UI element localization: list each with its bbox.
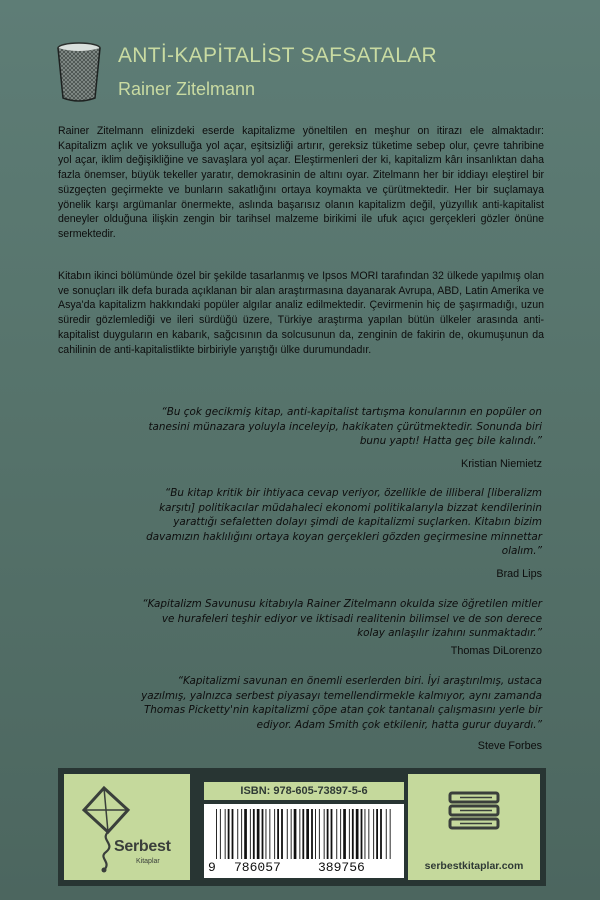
publisher-website[interactable]: serbestkitaplar.com [424,860,524,872]
barcode-bar [274,809,275,859]
barcode-bar [343,809,346,859]
barcode-bar [327,809,329,859]
barcode-bar [365,809,366,859]
barcode-bar [340,809,341,859]
publisher-website-box [408,774,540,880]
barcode-bar [220,809,221,859]
review-quote: “Bu çok gecikmiş kitap, anti-kapitalist tartışma konularının en popüler on tanesini münazara yoluyla inceleyip, hakikaten çürütmektedir. Sonunda biri bunu yaptı! Hatta geç bile kalındı.” [148,406,542,448]
book-title: ANTİ-KAPİTALİST SAFSATALAR [118,44,437,67]
barcode-bar [294,809,297,859]
publisher-subtitle: Kitaplar [136,858,160,865]
barcode-digit-group-2: 389756 [318,860,365,875]
barcode-bar [380,809,382,859]
barcode-bar [368,809,369,859]
barcode-bar [319,809,320,859]
barcode-bar [277,809,279,859]
barcode-bar [352,809,354,859]
barcode-bar [373,809,374,859]
barcode-bar [228,809,230,859]
barcode-bar [225,809,226,859]
barcode-bar [331,809,333,859]
barcode-bar [349,809,350,859]
barcode-bar [281,809,283,859]
publisher-logo [64,774,190,880]
barcode-bar [299,809,300,859]
barcode-bar [253,809,255,859]
barcode-bar [376,809,378,859]
barcode-bar [237,809,238,859]
barcode-bar [250,809,251,859]
barcode-digit-group-1: 786057 [234,860,281,875]
review-author: Thomas DiLorenzo [450,645,542,657]
review-quote: “Kapitalizm Savunusu kitabıyla Rainer Zitelmann okulda size öğretilen mitler ve hurafeleri teşhir ediyor ve iktisadi realitenin bilimsel ve de son derece kolay anlaşılır izahını sunmaktadır.” [142,598,542,640]
barcode [204,804,404,878]
blurb-paragraph-2: Kitabın ikinci bölümünde özel bir şekilde tasarlanmış ve Ipsos MORI tarafından 32 ülkede yapılmış olan ve sonuçları ilk defa burada açıklanan bir alan araştırmasına dayanarak Avrupa, ABD, Latin Amerika ve Asya'da kapitalizm hakkındaki popüler algılar analiz edilmektedir. Çevirmenin hiç de şaşırmadığı, uzun süredir gözlemlediği ve ileri sürdüğü üzere, Türkiye araştırma yapılan bütün ülkeler arasında anti-kapitalist duyguların en kabarık, sağcısının da solcusunun da, zenginin de fakirin de, okumuşunun da cahilinin de anti-kapitalistlikte birbiriyle yarıştığı ülke durumundadır. [58,270,544,356]
barcode-bar [311,809,313,859]
review-quote: “Kapitalizmi savunan en önemli eserlerden biri. İyi araştırılmış, ustaca yazılmış, yalnızca serbest piyasayı temellendirmekle kalmıyor, aynı zamanda Thomas Picketty'nin kapitalizmi çöpe atan çok tantanalı çalışmasını yerle bir ediyor. Adam Smith çok etkilenir, hatta gurur duyardı.” [141,675,542,731]
back-cover-footer [58,768,546,886]
barcode-bars [214,809,394,859]
barcode-bar [257,809,260,859]
barcode-digit-prefix: 9 [208,860,216,875]
barcode-bar [241,809,242,859]
review-quote: “Bu kitap kritik bir ihtiyaca cevap veriyor, özellikle de illiberal [liberalizm karşıtı] politikacılar müdahaleci ekonomi politikalarıyla bizzat kendilerinin yarattığı sefaletten dolayı şimdi de kapitalizmi suçlarken. Kitabın bizim davamızın haklılığını ortaya koyan gerçekleri gözden geçirmesine minnettar olalım.” [146,487,542,558]
stacked-books-icon [446,790,502,832]
barcode-bar [386,809,387,859]
barcode-bar [390,809,391,859]
barcode-bar [244,809,247,859]
barcode-bar [306,809,309,859]
book-author: Rainer Zitelmann [118,79,256,99]
review-author: Kristian Niemietz [461,458,542,470]
publisher-name: Serbest [114,838,171,855]
barcode-bar [262,809,264,859]
barcode-bar [287,809,288,859]
trash-bin-icon [56,42,102,104]
barcode-bar [266,809,267,859]
barcode-bar [315,809,316,859]
barcode-bar [302,809,304,859]
barcode-bar [216,809,217,859]
barcode-bar [356,809,359,859]
review-author: Brad Lips [496,568,542,580]
barcode-bar [324,809,325,859]
barcode-bar [361,809,363,859]
barcode-bar [232,809,234,859]
isbn-label: ISBN: 978-605-73897-5-6 [204,782,404,800]
barcode-bar [291,809,292,859]
blurb-paragraph-1: Rainer Zitelmann elinizdeki eserde kapitalizme yöneltilen en meşhur on itirazı ele almaktadır: Kapitalizm açlık ve yoksulluğa yol açar, eşitsizliği artırır, gereksiz tüketime sebep olur, çevre tahribine yol açar, iklim değişikliğine ve savaşlara yol açar. Eleştirmenleri der ki, kapitalizm kârı insanlıktan daha fazla önemser, büyük tekeller yaratır, demokrasinin de altını oyar. Zitelmann her bir iddiayı eleştirel bir süzgeçten geçirmekte ve bunların sakatlığını ortaya koymakta ve çürütmektedir. Her bir suçlamaya yönelik karşı argümanlar önermekte, aslında başarısız olanın kapitalizm değil, yüzyıllık anti-kapitalist deneyler olduğuna ilişkin zengin bir tarihsel malzeme birikimi ile ufuk açıcı gerçekleri gözler önüne sermektedir. [58,125,544,240]
barcode-bar [336,809,337,859]
review-author: Steve Forbes [477,740,542,752]
kite-logo-icon [70,780,140,876]
barcode-bar [269,809,270,859]
